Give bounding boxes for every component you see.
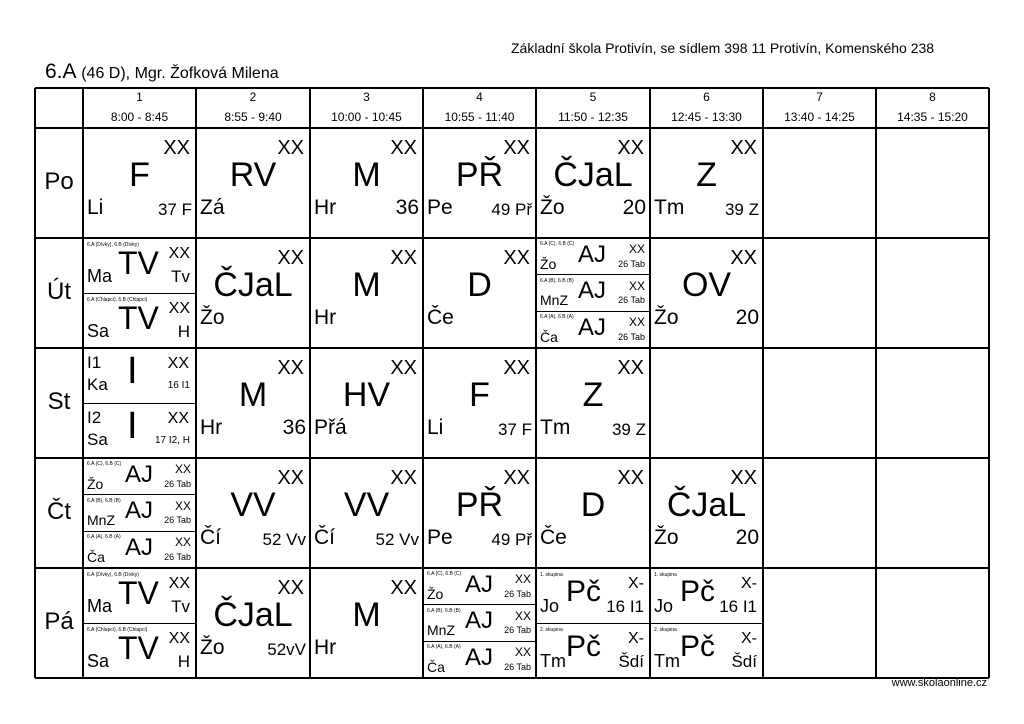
period-number: 6	[703, 90, 710, 104]
lesson-mark: XX	[628, 278, 645, 293]
lesson-mark: XX	[168, 300, 190, 317]
lesson-teacher: Žo	[654, 526, 679, 549]
lesson-group: 6.A (C), 6.B (C)	[87, 461, 122, 467]
lesson-mark: XX	[168, 630, 190, 647]
day-name: St	[47, 388, 71, 415]
lesson-mark: XX	[390, 247, 417, 269]
lesson-group: 6.A (Chlapci), 6.B (Chlapci)	[87, 627, 148, 633]
lesson-subject: D	[467, 266, 492, 304]
period-number: 7	[816, 90, 823, 104]
lesson-cell[interactable]	[650, 568, 763, 623]
lesson-cell[interactable]	[83, 568, 196, 623]
lesson-mark: X-	[628, 630, 644, 647]
lesson-cell[interactable]	[196, 568, 310, 678]
lesson-room: 52 Vv	[262, 530, 306, 549]
lesson-mark: XX	[277, 357, 304, 379]
grid-line	[536, 274, 650, 275]
lesson-cell[interactable]	[83, 348, 196, 403]
lesson-room: 26 Tab	[504, 661, 531, 672]
lesson-mark: XX	[167, 410, 189, 427]
lesson-subject: HV	[342, 376, 391, 414]
lesson-subject: VV	[343, 486, 390, 524]
grid-line	[423, 604, 536, 605]
lesson-cell[interactable]	[423, 605, 536, 642]
lesson-mark: XX	[390, 357, 417, 379]
lesson-mark: X-	[741, 630, 757, 647]
lesson-teacher: Li	[87, 196, 104, 219]
lesson-mark: XX	[163, 137, 190, 159]
lesson-teacher: Li	[427, 416, 444, 439]
grid-line	[83, 531, 196, 532]
lesson-cell[interactable]	[196, 458, 310, 568]
lesson-mark: XX	[168, 575, 190, 592]
lesson-mark: XX	[628, 315, 645, 330]
lesson-room: 16 I1	[167, 380, 190, 391]
lesson-subject: PŘ	[455, 156, 504, 194]
period-number: 1	[136, 90, 143, 104]
lesson-cell[interactable]	[83, 531, 196, 568]
lesson-teacher: Ma	[87, 596, 113, 616]
lesson-teacher: Tm	[654, 651, 680, 671]
lesson-room: 26 Tab	[618, 331, 645, 342]
lesson-teacher: MnZ	[87, 512, 115, 529]
lesson-teacher: Ka	[87, 375, 108, 394]
lesson-subject: Z	[696, 156, 717, 194]
lesson-cell[interactable]	[650, 458, 763, 568]
lesson-mark: XX	[390, 577, 417, 599]
period-number: 4	[476, 90, 483, 104]
lesson-cell[interactable]	[196, 128, 310, 238]
period-number: 3	[363, 90, 370, 104]
lesson-mark: XX	[617, 357, 644, 379]
lesson-room: 52vV	[267, 640, 306, 659]
day-name: Út	[47, 278, 71, 305]
lesson-cell[interactable]	[650, 238, 763, 348]
lesson-cell[interactable]	[423, 348, 536, 458]
lesson-room: 36	[395, 196, 419, 219]
lesson-mark: XX	[277, 467, 304, 489]
lesson-room: 36	[282, 416, 306, 439]
lesson-mark: XX	[167, 355, 189, 372]
grid-line	[83, 403, 196, 404]
period-time: 8:55 - 9:40	[224, 110, 282, 124]
lesson-teacher: Pe	[427, 196, 453, 219]
lesson-teacher: Ča	[427, 658, 445, 675]
lesson-room: 26 Tab	[618, 295, 645, 306]
lesson-cell[interactable]	[83, 293, 196, 348]
lesson-room: 20	[735, 526, 759, 549]
lesson-cell[interactable]	[650, 128, 763, 238]
lesson-subject: M	[352, 596, 381, 634]
lesson-room: 20	[735, 306, 759, 329]
lesson-mark: XX	[730, 467, 757, 489]
lesson-mark: XX	[503, 467, 530, 489]
lesson-group: 6.A (B), 6.B (B)	[427, 607, 461, 614]
lesson-mark: XX	[514, 572, 531, 586]
lesson-subject: Pč	[566, 630, 602, 663]
lesson-teacher: Žo	[540, 255, 557, 272]
grid-line	[423, 641, 536, 642]
lesson-teacher: Pe	[427, 526, 453, 549]
lesson-cell[interactable]	[650, 623, 763, 678]
lesson-teacher: Žo	[200, 306, 225, 329]
lesson-mark: XX	[390, 467, 417, 489]
lesson-subject: PŘ	[455, 486, 504, 524]
day-name: Čt	[47, 498, 71, 525]
lesson-mark: X-	[741, 575, 757, 592]
lesson-teacher: Ma	[87, 266, 113, 286]
lesson-subject: F	[469, 376, 490, 414]
lesson-room: H	[177, 652, 190, 671]
lesson-teacher: Hr	[200, 416, 223, 439]
lesson-subject: Pč	[680, 575, 716, 608]
grid-line	[83, 494, 196, 495]
lesson-cell[interactable]	[536, 128, 650, 238]
lesson-room: 26 Tab	[164, 515, 191, 526]
lesson-subject: AJ	[125, 460, 154, 488]
lesson-room: 26 Tab	[504, 588, 531, 599]
lesson-room: 17 I2, H	[154, 435, 190, 446]
lesson-mark: XX	[628, 242, 645, 256]
lesson-teacher: Čí	[314, 526, 335, 549]
lesson-room: 16 I1	[606, 597, 644, 616]
grid-line	[988, 88, 990, 678]
lesson-teacher: Hr	[314, 636, 337, 659]
lesson-teacher: Hr	[314, 196, 337, 219]
lesson-subject: Pč	[680, 630, 716, 663]
lesson-cell[interactable]	[310, 128, 423, 238]
lesson-subject: AJ	[578, 313, 607, 341]
lesson-cell[interactable]	[83, 495, 196, 532]
lesson-teacher: Žo	[200, 636, 225, 659]
lesson-teacher: Jo	[654, 596, 674, 616]
lesson-subject: VV	[230, 486, 276, 524]
lesson-cell[interactable]	[310, 568, 423, 678]
lesson-subject: I	[127, 350, 138, 392]
lesson-mark: XX	[277, 577, 304, 599]
lesson-room: 26 Tab	[164, 478, 191, 489]
lesson-cell[interactable]	[536, 458, 650, 568]
grid-line	[35, 87, 989, 89]
lesson-cell[interactable]	[536, 275, 650, 312]
period-time: 10:55 - 11:40	[444, 110, 515, 124]
grid-line	[536, 311, 650, 312]
lesson-mark: XX	[617, 137, 644, 159]
lesson-teacher: MnZ	[540, 292, 568, 309]
lesson-cell[interactable]	[423, 568, 536, 605]
lesson-teacher: Sa	[87, 430, 108, 449]
lesson-cell[interactable]	[423, 238, 536, 348]
lesson-subject: D	[580, 486, 606, 524]
lesson-mark: XX	[277, 247, 304, 269]
lesson-room: 37 F	[157, 200, 192, 219]
lesson-subject: Pč	[566, 575, 602, 608]
lesson-teacher: Zá	[200, 196, 225, 219]
class-name: 6.A	[45, 60, 76, 83]
lesson-mark: XX	[174, 535, 191, 550]
lesson-mark: X-	[628, 575, 644, 592]
lesson-room: 26 Tab	[618, 258, 645, 269]
period-number: 5	[589, 90, 597, 104]
lesson-group: 1. skupina	[654, 572, 677, 578]
lesson-group: I1	[87, 353, 102, 372]
lesson-subject: TV	[118, 300, 159, 336]
lesson-room: 49 Př	[491, 530, 532, 549]
lesson-cell[interactable]	[310, 348, 423, 458]
lesson-room: 49 Př	[491, 200, 532, 219]
lesson-subject: AJ	[465, 643, 494, 671]
lesson-mark: XX	[730, 137, 757, 159]
lesson-subject: I	[127, 405, 138, 447]
grid-line	[83, 293, 196, 294]
lesson-group: 6.A (A), 6.B (A)	[427, 644, 461, 651]
lesson-room: Šdí	[731, 652, 757, 671]
lesson-mark: XX	[730, 247, 757, 269]
lesson-subject: M	[352, 266, 381, 304]
school-name: Základní škola Protivín, se sídlem 398 11 Protivín, Komenského 238	[511, 40, 935, 56]
lesson-room: 52 Vv	[375, 530, 419, 549]
lesson-mark: XX	[503, 137, 530, 159]
period-time: 12:45 - 13:30	[671, 110, 742, 124]
lesson-cell[interactable]	[423, 128, 536, 238]
lesson-cell[interactable]	[196, 348, 310, 458]
lesson-subject: RV	[229, 156, 277, 194]
lesson-cell[interactable]	[310, 238, 423, 348]
lesson-cell[interactable]	[536, 568, 650, 623]
lesson-cell[interactable]	[536, 623, 650, 678]
lesson-cell[interactable]	[83, 623, 196, 678]
lesson-subject: AJ	[465, 570, 494, 598]
lesson-subject: AJ	[465, 607, 494, 635]
lesson-cell[interactable]	[83, 403, 196, 458]
class-info: (46 D), Mgr. Žofková Milena	[81, 65, 279, 82]
lesson-room: Tv	[171, 597, 190, 616]
lesson-cell[interactable]	[536, 311, 650, 348]
lesson-room: 39 Z	[724, 200, 759, 219]
lesson-mark: XX	[174, 462, 191, 476]
lesson-subject: F	[129, 156, 150, 194]
lesson-subject: TV	[118, 575, 159, 611]
lesson-cell[interactable]	[310, 458, 423, 568]
lesson-group: 6.A (Dívky), 6.B (Dívky)	[87, 242, 139, 248]
lesson-subject: M	[238, 376, 268, 414]
lesson-mark: XX	[503, 247, 530, 269]
period-time: 10:00 - 10:45	[331, 110, 402, 124]
lesson-room: H	[177, 322, 190, 341]
lesson-room: Šdí	[618, 652, 644, 671]
lesson-group: 2. skupina	[654, 627, 677, 633]
lesson-subject: ČJaL	[213, 596, 293, 634]
lesson-room: 39 Z	[611, 420, 646, 439]
lesson-teacher: Žo	[87, 475, 104, 492]
period-time: 13:40 - 14:25	[784, 110, 855, 124]
period-number: 8	[929, 90, 936, 104]
lesson-group: 6.A (A), 6.B (A)	[540, 314, 574, 321]
lesson-teacher: Tm	[540, 651, 566, 671]
footer-website[interactable]: www.skolaonline.cz	[891, 677, 987, 689]
lesson-group: I2	[87, 408, 102, 427]
period-time: 14:35 - 15:20	[897, 110, 968, 124]
lesson-cell[interactable]	[423, 641, 536, 678]
lesson-cell[interactable]	[83, 238, 196, 293]
lesson-group: 6.A (A), 6.B (A)	[87, 534, 121, 541]
lesson-teacher: Sa	[87, 321, 110, 341]
lesson-teacher: Čí	[200, 526, 221, 549]
lesson-room: 26 Tab	[164, 551, 191, 562]
lesson-teacher: Přá	[314, 416, 347, 439]
lesson-group: 6.A (Chlapci), 6.B (Chlapci)	[87, 297, 148, 303]
lesson-room: Tv	[171, 267, 190, 286]
lesson-room: 20	[622, 196, 646, 219]
lesson-subject: M	[352, 156, 381, 194]
lesson-group: 2. skupina	[540, 627, 563, 633]
lesson-group: 6.A (Dívky), 6.B (Dívky)	[87, 572, 139, 578]
lesson-teacher: Tm	[540, 416, 571, 439]
lesson-teacher: Hr	[314, 306, 337, 329]
lesson-room: 37 F	[497, 420, 532, 439]
lesson-group: 1. skupina	[540, 572, 563, 578]
lesson-cell[interactable]	[536, 238, 650, 275]
lesson-cell[interactable]	[423, 458, 536, 568]
grid-line	[650, 623, 763, 624]
lesson-teacher: Sa	[87, 651, 110, 671]
lesson-group: 6.A (C), 6.B (C)	[427, 571, 462, 577]
lesson-teacher: Tm	[654, 196, 685, 219]
lesson-teacher: Žo	[427, 585, 444, 602]
lesson-teacher: Ča	[540, 328, 558, 345]
lesson-cell[interactable]	[536, 348, 650, 458]
lesson-mark: XX	[514, 608, 531, 623]
lesson-group: 6.A (B), 6.B (B)	[87, 497, 121, 504]
period-number: 2	[249, 90, 257, 104]
lesson-group: 6.A (B), 6.B (B)	[540, 277, 574, 284]
lesson-subject: ČJaL	[553, 156, 633, 194]
day-name: Po	[44, 168, 74, 195]
lesson-teacher: Če	[427, 306, 454, 329]
lesson-mark: XX	[503, 357, 530, 379]
lesson-mark: XX	[617, 467, 644, 489]
lesson-teacher: Žo	[654, 306, 679, 329]
lesson-subject: ČJaL	[666, 486, 747, 524]
lesson-teacher: Ča	[87, 548, 105, 565]
grid-line	[536, 623, 650, 624]
lesson-subject: ČJaL	[213, 266, 293, 304]
lesson-cell[interactable]	[196, 238, 310, 348]
grid-line	[875, 88, 876, 678]
lesson-cell[interactable]	[83, 128, 196, 238]
lesson-room: 16 I1	[719, 597, 757, 616]
lesson-subject: AJ	[578, 277, 607, 305]
lesson-teacher: MnZ	[427, 622, 455, 639]
lesson-teacher: Žo	[540, 196, 565, 219]
lesson-subject: TV	[118, 630, 159, 666]
grid-line	[83, 623, 196, 624]
lesson-subject: OV	[681, 266, 732, 304]
lesson-subject: Z	[582, 376, 604, 414]
period-time: 8:00 - 8:45	[110, 110, 169, 124]
lesson-room: 26 Tab	[504, 625, 531, 636]
lesson-mark: XX	[168, 245, 190, 262]
lesson-mark: XX	[514, 645, 531, 660]
lesson-subject: AJ	[125, 497, 154, 525]
lesson-subject: TV	[118, 245, 159, 281]
lesson-cell[interactable]	[83, 458, 196, 495]
lesson-mark: XX	[174, 498, 191, 513]
lesson-teacher: Jo	[540, 596, 560, 616]
lesson-group: 6.A (C), 6.B (C)	[540, 241, 575, 247]
period-time: 11:50 - 12:35	[558, 110, 628, 124]
lesson-subject: AJ	[578, 240, 607, 268]
lesson-mark: XX	[390, 137, 417, 159]
day-name: Pá	[44, 608, 74, 635]
lesson-subject: AJ	[125, 533, 154, 561]
lesson-mark: XX	[277, 137, 304, 159]
lesson-teacher: Če	[540, 526, 567, 549]
